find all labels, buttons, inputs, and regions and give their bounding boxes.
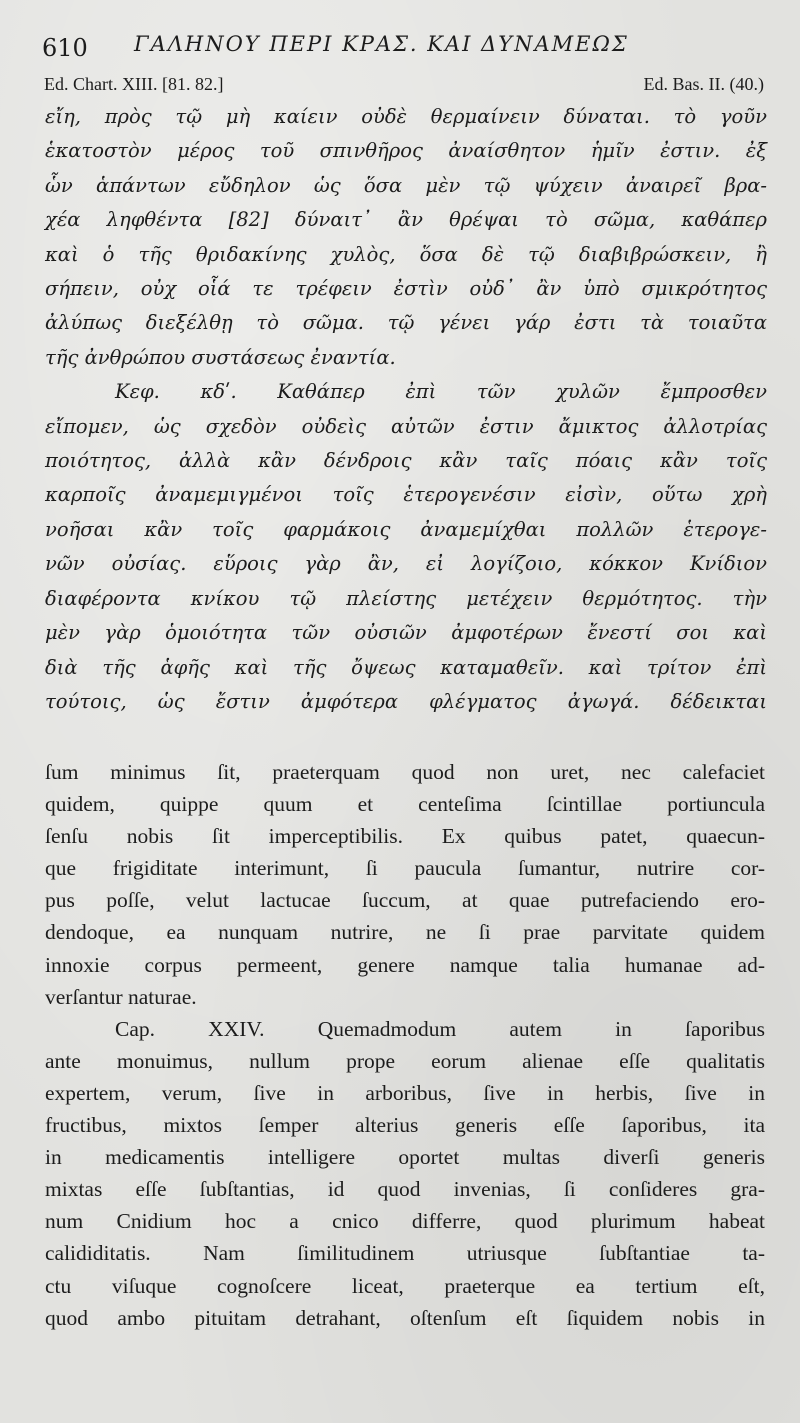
latin-line: mixtas eſſe ſubſtantias, id quod invenias, ſi conſideres gra- xyxy=(45,1177,765,1202)
greek-line: σήπειν, οὐχ οἷά τε τρέφειν ἐστὶν οὐδ᾽ ἂν ὑπὸ σμικρότητος xyxy=(45,277,767,301)
latin-line: ante monuimus, nullum prope eorum alienae eſſe qualitatis xyxy=(45,1048,765,1073)
latin-line: dendoque, ea nunquam nutrire, ne ſi prae parvitate quidem xyxy=(45,920,765,945)
greek-line: εἴπομεν, ὡς σχεδὸν οὐδεὶς αὐτῶν ἐστιν ἄμικτος ἀλλοτρίας xyxy=(45,414,767,438)
greek-line: διὰ τῆς ἁφῆς καὶ τῆς ὄψεως καταμαθεῖν. καὶ τρίτον ἐπὶ xyxy=(45,655,767,679)
greek-line: διαφέροντα κνίκου τῷ πλείστης μετέχειν θερμότητος. τὴν xyxy=(45,586,767,610)
greek-line: καρποῖς ἀναμεμιγμένοι τοῖς ἑτερογενέσιν εἰσὶν, οὕτω χρὴ xyxy=(45,483,767,507)
greek-line: χέα ληφθέντα [82] δύναιτ᾽ ἂν θρέψαι τὸ σῶμα, καθάπερ xyxy=(45,208,767,232)
greek-line: τούτοις, ὡς ἔστιν ἀμφότερα φλέγματος ἀγωγά. δέδεικται xyxy=(45,689,767,713)
latin-line: quod ambo pituitam detrahant, oſtenſum eſt ſiquidem nobis in xyxy=(45,1305,765,1330)
greek-line: μὲν γὰρ ὁμοιότητα τῶν οὐσιῶν ἀμφοτέρων ἔνεστί σοι καὶ xyxy=(45,621,767,645)
page-header xyxy=(42,30,682,70)
latin-line: innoxie corpus permeent, genere namque talia humanae ad- xyxy=(45,952,765,977)
edition-reference-chartier: Ed. Chart. XIII. [81. 82.] xyxy=(44,74,224,94)
latin-line: ſenſu nobis ſit imperceptibilis. Ex quibus patet, quaecun- xyxy=(45,824,765,849)
latin-line: que frigiditate interimunt, ſi paucula ſumantur, nutrire cor- xyxy=(45,856,765,881)
latin-chapter-heading-line: Cap. XXIV. Quemadmodum autem in ſaporibus xyxy=(115,1016,765,1041)
greek-text-block xyxy=(45,100,767,719)
greek-line: ἀλύπως διεξέλθῃ τὸ σῶμα. τῷ γένει γάρ ἐστι τὰ τοιαῦτα xyxy=(45,311,767,335)
page-number: 610 xyxy=(42,34,88,62)
latin-line: verſantur naturae. xyxy=(45,984,197,1009)
latin-line: ctu viſuque cognoſcere liceat, praeterque ea tertium eſt, xyxy=(45,1273,765,1298)
latin-line: expertem, verum, ſive in arboribus, ſive in herbis, ſive in xyxy=(45,1080,765,1105)
latin-line: calididitatis. Nam ſimilitudinem utriusque ſubſtantiae ta- xyxy=(45,1241,765,1266)
edition-reference-basel: Ed. Bas. II. (40.) xyxy=(643,74,764,94)
greek-line: καὶ ὁ τῆς θριδακίνης χυλὸς, ὅσα δὲ τῷ διαβιβρώσκειν, ἢ xyxy=(45,242,767,266)
greek-line: ποιότητος, ἀλλὰ κἂν δένδροις κἂν ταῖς πόαις κἂν τοῖς xyxy=(45,449,767,473)
greek-line: ὧν ἁπάντων εὔδηλον ὡς ὅσα μὲν τῷ ψύχειν ἀναιρεῖ βρα- xyxy=(45,173,767,197)
greek-line: νῶν οὐσίας. εὕροις γὰρ ἂν, εἰ λογίζοιο, κόκκον Κνίδιον xyxy=(45,552,767,576)
greek-line: τῆς ἀνθρώπου συστάσεως ἐναντία. xyxy=(45,345,396,369)
latin-line: pus poſſe, velut lactucae ſuccum, at quae putrefaciendo ero- xyxy=(45,888,765,913)
running-title: ΓΑΛΗΝΟΥ ΠΕΡΙ ΚΡΑΣ. ΚΑΙ ΔΥΝΑΜΕΩΣ xyxy=(134,32,629,56)
greek-line: εἴη, πρὸς τῷ μὴ καίειν οὐδὲ θερμαίνειν δύναται. τὸ γοῦν xyxy=(45,105,767,128)
edition-references xyxy=(44,74,764,98)
latin-text-block xyxy=(45,756,765,1334)
greek-line: ἑκατοστὸν μέρος τοῦ σπινθῆρος ἀναίσθητον ἡμῖν ἐστιν. ἐξ xyxy=(45,139,767,163)
latin-line: fructibus, mixtos ſemper alterius generis eſſe ſaporibus, ita xyxy=(45,1113,765,1138)
greek-chapter-heading-line: Κεφ. κδʹ. Καθάπερ ἐπὶ τῶν χυλῶν ἔμπροσθεν xyxy=(115,380,767,404)
greek-line: νοῆσαι κἂν τοῖς φαρμάκοις ἀναμεμίχθαι πολλῶν ἑτερογε- xyxy=(45,517,767,541)
latin-line: quidem, quippe quum et centeſima ſcintillae portiuncula xyxy=(45,792,765,817)
latin-line: ſum minimus ſit, praeterquam quod non uret, nec calefaciet xyxy=(45,760,765,784)
latin-line: in medicamentis intelligere oportet multas diverſi generis xyxy=(45,1145,765,1170)
latin-line: num Cnidium hoc a cnico differre, quod plurimum habeat xyxy=(45,1209,765,1234)
